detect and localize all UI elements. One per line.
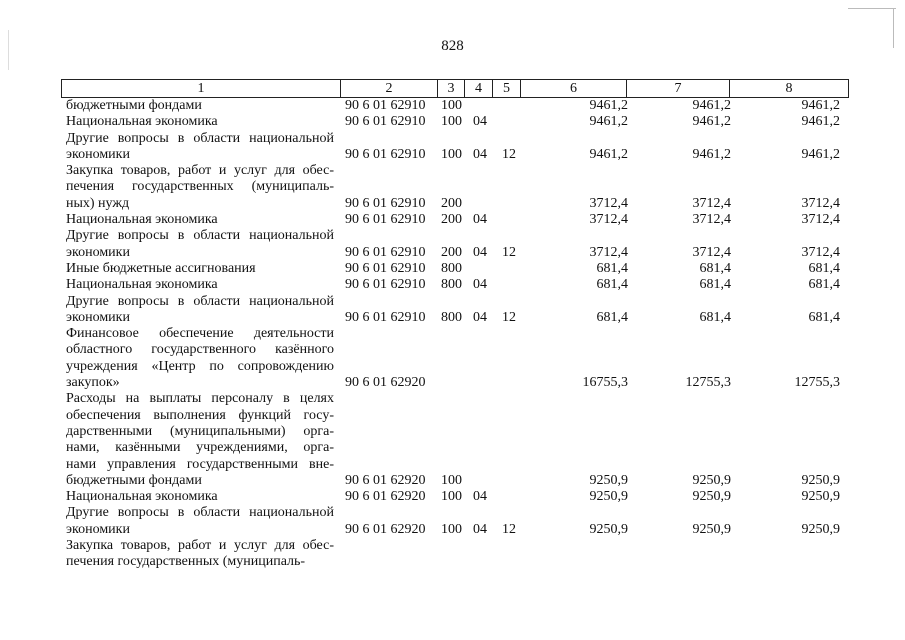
description-line: Национальная экономика [66,114,218,130]
description-line: Закупка товаров, работ и услуг для обес- [66,163,334,179]
description-line: учреждения «Центр по сопровождению [66,358,334,374]
column-header-2: 2 [341,80,438,98]
column-header-5: 5 [493,80,521,98]
row-value-6: 681,4 [596,260,628,276]
row-col3: 100 [441,489,462,505]
table-row [0,391,905,489]
description-line: Другие вопросы в области национальной [66,505,334,521]
row-description [66,131,334,164]
row-col5: 12 [502,309,516,325]
row-col4: 04 [473,309,487,325]
description-line: Другие вопросы в области национальной [66,293,334,309]
row-value-7: 9250,9 [692,472,731,488]
row-description [66,391,334,489]
row-value-6: 9250,9 [589,472,628,488]
row-value-6: 9250,9 [589,521,628,537]
row-col3: 200 [441,244,462,260]
table-row [0,326,905,391]
table-row [0,228,905,261]
row-code: 90 6 01 62910 [345,114,426,130]
row-value-7: 3712,4 [692,195,731,211]
table-row [0,277,905,293]
row-code: 90 6 01 62910 [345,309,426,325]
column-header-3: 3 [438,80,465,98]
row-value-7: 3712,4 [692,244,731,260]
description-line: нами управления государственными вне- [66,456,334,472]
row-value-8: 3712,4 [801,212,840,228]
scan-artifact [8,30,9,70]
row-col5: 12 [502,244,516,260]
row-value-7: 3712,4 [692,212,731,228]
row-value-6: 9250,9 [589,489,628,505]
row-value-8: 681,4 [808,260,840,276]
row-description [66,261,334,277]
scan-artifact [848,8,896,9]
row-col4: 04 [473,277,487,293]
column-header-8: 8 [730,80,849,98]
row-value-8: 9461,2 [801,146,840,162]
row-value-7: 681,4 [699,260,731,276]
description-line: ных) нужд [66,195,130,211]
row-code: 90 6 01 62920 [345,375,426,391]
row-col3: 100 [441,472,462,488]
column-header-6: 6 [521,80,627,98]
column-header-7: 7 [627,80,730,98]
row-value-7: 681,4 [699,309,731,325]
row-col5: 12 [502,521,516,537]
scan-artifact [893,8,894,48]
description-line: печения государственных (муниципаль- [66,554,306,570]
row-description [66,98,334,114]
row-value-7: 9461,2 [692,98,731,113]
description-line: экономики [66,244,130,260]
row-value-6: 681,4 [596,309,628,325]
row-value-8: 9250,9 [801,472,840,488]
row-description [66,326,334,391]
row-value-7: 9250,9 [692,521,731,537]
column-header-1: 1 [62,80,341,98]
row-value-8: 9461,2 [801,114,840,130]
row-value-6: 9461,2 [589,146,628,162]
row-code: 90 6 01 62910 [345,146,426,162]
row-description [66,294,334,327]
row-description [66,489,334,505]
row-code: 90 6 01 62910 [345,195,426,211]
row-code: 90 6 01 62920 [345,472,426,488]
row-value-8: 3712,4 [801,244,840,260]
row-col3: 800 [441,260,462,276]
row-value-8: 12755,3 [794,375,840,391]
row-col3: 100 [441,114,462,130]
description-line: Финансовое обеспечение деятельности [66,326,334,342]
description-line: Расходы на выплаты персоналу в целях [66,391,334,407]
row-value-6: 681,4 [596,277,628,293]
row-col4: 04 [473,489,487,505]
row-col3: 100 [441,146,462,162]
description-line: закупок» [66,375,120,391]
table-row [0,98,905,114]
description-line: печения государственных (муниципаль- [66,179,334,195]
row-col4: 04 [473,212,487,228]
row-col3: 100 [441,521,462,537]
row-col4: 04 [473,146,487,162]
description-line: бюджетными фондами [66,472,202,488]
row-value-8: 9250,9 [801,521,840,537]
row-code: 90 6 01 62910 [345,260,426,276]
description-line: экономики [66,146,130,162]
description-line: Другие вопросы в области национальной [66,228,334,244]
row-description [66,505,334,538]
row-col4: 04 [473,114,487,130]
row-code: 90 6 01 62910 [345,212,426,228]
row-code: 90 6 01 62910 [345,98,426,113]
row-description [66,212,334,228]
description-line: Национальная экономика [66,212,218,228]
table-row [0,294,905,327]
description-line: Национальная экономика [66,489,218,505]
row-col4: 04 [473,244,487,260]
row-value-8: 9250,9 [801,489,840,505]
column-header-row [62,80,849,98]
table-row [0,114,905,130]
page-number: 828 [441,38,464,54]
description-line: экономики [66,309,130,325]
row-value-8: 9461,2 [801,98,840,113]
row-value-7: 9461,2 [692,114,731,130]
budget-table-body [0,98,905,571]
row-value-7: 9250,9 [692,489,731,505]
row-col5: 12 [502,146,516,162]
description-line: обеспечения выполнения функций госу- [66,407,334,423]
row-description [66,277,334,293]
description-line: дарственными (муниципальными) орга- [66,423,334,439]
row-description [66,163,334,212]
row-value-8: 681,4 [808,277,840,293]
description-line: бюджетными фондами [66,98,202,113]
column-header-4: 4 [465,80,493,98]
row-value-7: 12755,3 [685,375,731,391]
row-col3: 200 [441,212,462,228]
row-value-6: 9461,2 [589,98,628,113]
description-line: экономики [66,521,130,537]
row-value-7: 9461,2 [692,146,731,162]
row-col3: 100 [441,98,462,113]
row-col3: 800 [441,309,462,325]
row-col3: 800 [441,277,462,293]
description-line: Другие вопросы в области национальной [66,130,334,146]
description-line: областного государственного казённого [66,342,334,358]
row-col4: 04 [473,521,487,537]
description-line: Национальная экономика [66,277,218,293]
row-code: 90 6 01 62920 [345,489,426,505]
row-value-8: 3712,4 [801,195,840,211]
description-line: Закупка товаров, работ и услуг для обес- [66,538,334,554]
row-description [66,538,334,571]
row-value-6: 16755,3 [582,375,628,391]
table-row [0,505,905,538]
table-row [0,538,905,571]
row-value-6: 3712,4 [589,212,628,228]
row-value-6: 3712,4 [589,244,628,260]
row-value-6: 3712,4 [589,195,628,211]
description-line: нами, казёнными учреждениями, орга- [66,440,334,456]
row-code: 90 6 01 62920 [345,521,426,537]
row-value-6: 9461,2 [589,114,628,130]
row-value-8: 681,4 [808,309,840,325]
description-line: Иные бюджетные ассигнования [66,260,256,276]
row-code: 90 6 01 62910 [345,277,426,293]
table-row [0,212,905,228]
row-description [66,228,334,261]
row-value-7: 681,4 [699,277,731,293]
row-col3: 200 [441,195,462,211]
table-row [0,163,905,212]
row-description [66,114,334,130]
column-header-table [61,79,849,98]
table-row [0,261,905,277]
table-row [0,131,905,164]
table-row [0,489,905,505]
row-code: 90 6 01 62910 [345,244,426,260]
